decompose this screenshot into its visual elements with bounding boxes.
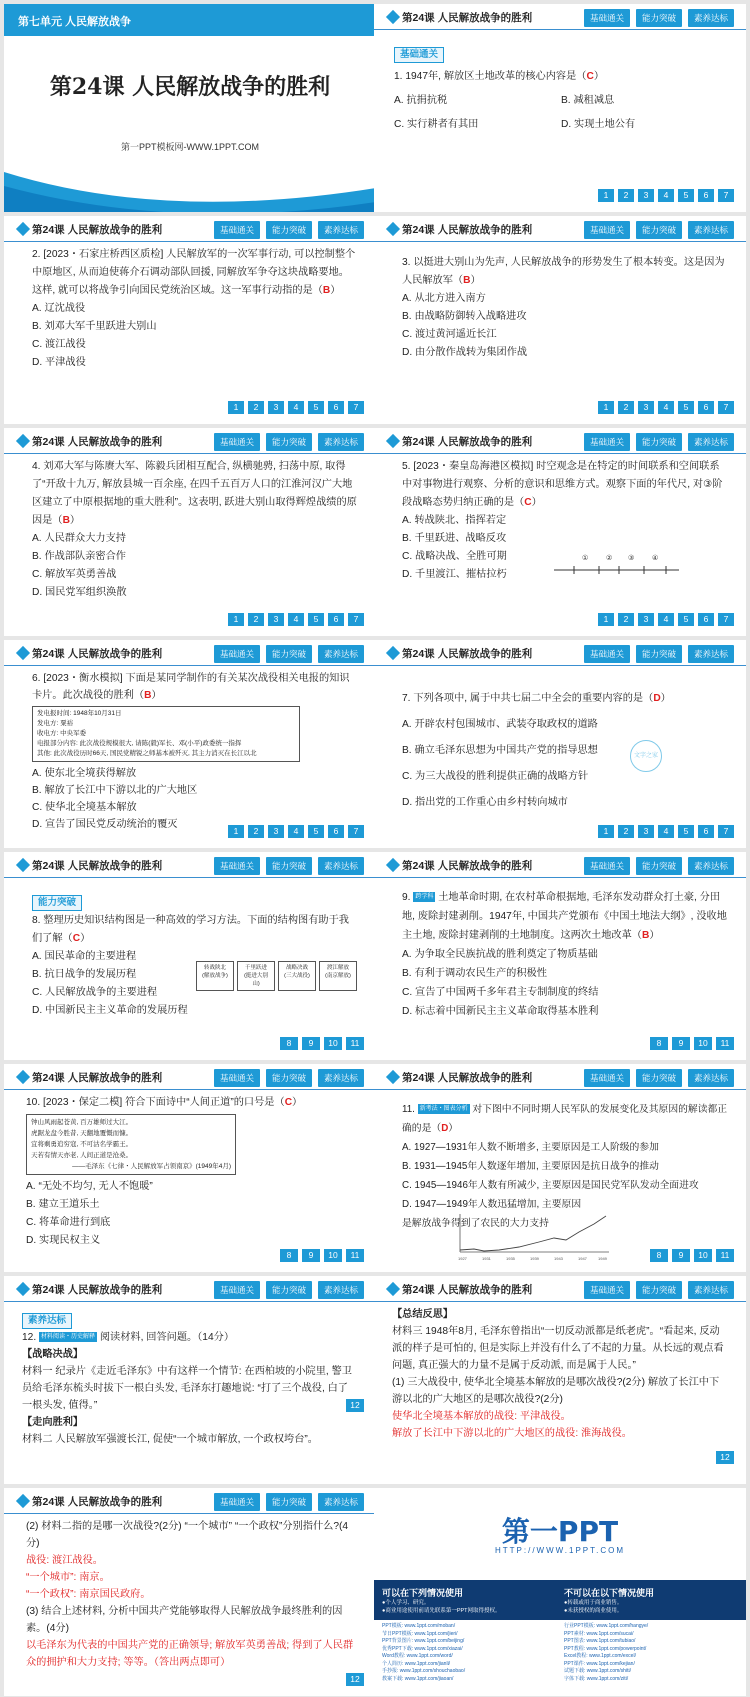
page-nav	[598, 401, 734, 414]
question-text: 阅读材料, 回答问题。（14分）	[99, 1332, 235, 1343]
nav-2[interactable]: 2	[248, 401, 264, 414]
option-a: A. 为争取全民族抗战的胜利奠定了物质基础	[402, 949, 598, 960]
option-c: C. 使华北全境基本解放	[32, 802, 137, 813]
cover-wave	[4, 152, 376, 212]
nav-3[interactable]: 3	[268, 613, 284, 626]
option-a: A. 1927—1931年人数不断增多, 主要原因是工人阶级的参加	[402, 1142, 659, 1153]
material-one: 材料一 纪录片《走近毛泽东》中有这样一个情节: 在西柏坡的小院里, 警卫员给毛泽东梳头时拔下一根白头发, 毛泽东打趣地说: “打了三个战役, 白了一根头发, 值得。”	[22, 1366, 352, 1411]
question-text: 6. [2023・衡水模拟] 下面是某同学制作的有关某次战役相关电报的知识卡片。此次战役的胜利（	[32, 673, 350, 701]
nav-1[interactable]: 1	[598, 613, 614, 626]
option-d: D. 1947—1949年人数迅猛增加, 主要原因是解放战争得到了农民的大力支持	[402, 1199, 582, 1229]
answer: B	[641, 930, 650, 941]
nav-4[interactable]: 4	[288, 401, 304, 414]
answer-text: “一个城市”: 南京。	[26, 1572, 110, 1583]
section-heading: 【总结反思】	[392, 1309, 454, 1320]
slide-title: 第24课 人民解放战争的胜利	[32, 860, 163, 872]
question-text: 10. [2023・保定二模] 符合下面诗中“人间正道”的口号是（	[26, 1097, 285, 1108]
svg-text:1935: 1935	[506, 1256, 515, 1261]
option-c: C. 将革命进行到底	[26, 1217, 111, 1228]
slide-q4: 第24课 人民解放战争的胜利 基础通关 能力突破 素养达标 4. 刘邓大军与陈赓大军、陈毅兵团相互配合, 纵横驰骋, 扫荡中原, 取得了“开敌十九万, 解放县城一百余座, 在四千五百万人口的江淮河汉广大地区建立了中原根据地的重大胜利”。这表明, 跃进大别山取得辉煌战绩的原因是（B） A. 人民群众大力支持 B. 作战部队亲密合作 C. 解放军英勇善战 D. 国民党军组织涣散 1 2 3 4 5 6 7	[4, 428, 376, 636]
option-a: A. 国民革命的主要进程	[32, 951, 137, 962]
tab-ability[interactable]: 能力突破	[266, 1069, 312, 1087]
link-list: PPT模板: www.1ppt.com/moban/ 节日PPT模板: www.1ppt.com/jieri/ PPT背景图片: www.1ppt.com/beijing/ 优秀PPT下载: www.1ppt.com/xiazai/ Word教程: www.1ppt.com/word/ 个人简历: www.1ppt.com/jianli/ 手抄报: www.1ppt.com/shouchaobao/ 教案下载: www.1ppt.com/jiaoan/ 行业PPT模板: www.1ppt.com/hangye/ PPT素材: www.1ppt.com/sucai/ PPT图表: www.1ppt.com/tubiao/ PPT教程: www.1ppt.com/powerpoint/ Excel教程: www.1ppt.com/excel/ PPT课件: www.1ppt.com/kejian/ 试题下载: www.1ppt.com/shiti/ 字体下载: www.1ppt.com/ziti/	[374, 1620, 746, 1696]
slide-title: 第24课 人民解放战争的胜利	[32, 1072, 163, 1084]
nav-7[interactable]: 7	[718, 189, 734, 202]
tab-basic[interactable]: 基础通关	[214, 1281, 260, 1299]
svg-text:1939: 1939	[530, 1256, 539, 1261]
nav-4[interactable]: 4	[658, 825, 674, 838]
tab-basic[interactable]: 基础通关	[214, 221, 260, 239]
nav-8[interactable]: 8	[280, 1249, 298, 1262]
option-d: D. 平津战役	[32, 357, 86, 368]
nav-7[interactable]: 7	[348, 613, 364, 626]
nav-1[interactable]: 1	[598, 189, 614, 202]
option-b: B. 有利于调动农民生产的积极性	[402, 968, 547, 979]
answer: D	[653, 693, 661, 704]
option-a: A. 开辟农村包围城市、武装夺取政权的道路	[402, 719, 598, 730]
page-nav	[346, 1399, 364, 1412]
nav-6[interactable]: 6	[698, 189, 714, 202]
answer-text: 战役: 渡江战役。	[26, 1555, 103, 1566]
nav-7[interactable]: 7	[718, 825, 734, 838]
tab-ability[interactable]: 能力突破	[636, 645, 682, 663]
tab-basic[interactable]: 基础通关	[214, 1493, 260, 1511]
option-c: C. 实行耕者有其田	[394, 119, 479, 130]
answer: B	[322, 285, 331, 296]
svg-text:1927: 1927	[458, 1256, 467, 1261]
slide-title: 第24课 人民解放战争的胜利	[402, 860, 533, 872]
nav-9[interactable]: 9	[302, 1037, 320, 1050]
diamond-icon	[386, 1070, 400, 1084]
slide-q2: 第24课 人民解放战争的胜利 基础通关 能力突破 素养达标 2. [2023・石家庄桥西区质检] 人民解放军的一次军事行动, 可以控制整个中原地区, 从而迫使蒋介石调动部队回援, 同解放军争夺这块战略要地。这样, 就可以将战争引向国民党统治区域。这一军事行动指的是（B） A. 辽沈战役 B. 刘邓大军千里跃进大别山 C. 渡江战役 D. 平津战役 1 2 3 4 5 6 7	[4, 216, 376, 424]
tab-literacy[interactable]: 素养达标	[318, 1281, 364, 1299]
page-nav	[650, 1249, 734, 1262]
nav-10[interactable]: 10	[324, 1037, 342, 1050]
timeline-mark-4: ④	[652, 555, 659, 562]
poem-box: 钟山风雨起苍黄, 百万雄师过大江。 虎踞龙盘今胜昔, 天翻地覆慨而慷。 宜将剩勇追穷寇, 不可沽名学霸王。 天若有情天亦老, 人间正道是沧桑。 ——毛泽东《七律・人民解放军占领南京》(1949年4月)	[26, 1114, 236, 1175]
nav-5[interactable]: 5	[308, 401, 324, 414]
nav-2[interactable]: 2	[618, 189, 634, 202]
nav-4[interactable]: 4	[658, 613, 674, 626]
page-nav	[598, 189, 734, 202]
nav-3[interactable]: 3	[268, 825, 284, 838]
nav-5[interactable]: 5	[308, 613, 324, 626]
option-a: A. 人民群众大力支持	[32, 533, 126, 544]
timeline-figure	[554, 548, 684, 588]
tab-ability[interactable]: 能力突破	[266, 1281, 312, 1299]
question-text: 7. 下列各项中, 属于中共七届二中全会的重要内容的是（	[402, 693, 654, 704]
nav-12[interactable]: 12	[346, 1673, 364, 1686]
diamond-icon	[16, 222, 30, 236]
option-c: C. 渡过黄河遥近长江	[402, 329, 497, 340]
nav-9[interactable]: 9	[672, 1037, 690, 1050]
cover-slide[interactable]	[4, 4, 376, 212]
option-d: D. 实现民权主义	[26, 1235, 101, 1246]
answer: B	[144, 690, 152, 701]
unit-label: 第七单元 人民解放战争	[18, 16, 132, 28]
tab-ability[interactable]: 能力突破	[266, 221, 312, 239]
brand-slide	[374, 1488, 746, 1696]
nav-7[interactable]: 7	[348, 825, 364, 838]
timeline-mark-2: ②	[606, 555, 613, 562]
slide-q9: 第24课 人民解放战争的胜利 基础通关 能力突破 素养达标 9. 跨学科 土地革命时期, 在农村革命根据地, 毛泽东发动群众打土豪, 分田地, 废除封建剥削。1947年, 中国共产党颁布《中国土地法大纲》, 没收地主土地, 废除封建剥削的土地制度。这两次土地改革（B） A. 为争取全民族抗战的胜利奠定了物质基础 B. 有利于调动农民生产的积极性 C. 宣告了中国两千多年君主专制制度的终结 D. 标志着中国新民主主义革命取得基本胜利 8 9 10 11	[374, 852, 746, 1060]
slide-title: 第24课 人民解放战争的胜利	[402, 648, 533, 660]
slide-q12-cont	[374, 1276, 746, 1484]
slide-title: 第24课 人民解放战争的胜利	[402, 1072, 533, 1084]
nav-1[interactable]: 1	[598, 825, 614, 838]
nav-3[interactable]: 3	[638, 401, 654, 414]
tab-literacy[interactable]: 素养达标	[688, 1281, 734, 1299]
tab-basic[interactable]: 基础通关	[584, 645, 630, 663]
nav-11[interactable]: 11	[346, 1037, 364, 1050]
option-b: B. 建立王道乐土	[26, 1199, 100, 1210]
tab-literacy[interactable]: 素养达标	[688, 9, 734, 27]
structure-diagram: 转战陕北 (解放战争) 千里跃进 (挺进大别山) 战略决战 (三大战役) 渡江解放 (南京解放)	[196, 959, 357, 994]
tab-literacy[interactable]: 素养达标	[318, 1493, 364, 1511]
svg-text:1943: 1943	[554, 1256, 563, 1261]
page-nav	[346, 1673, 364, 1686]
answer-text: 解放了长江中下游以北的广大地区的战役: 淮海战役。	[392, 1428, 632, 1439]
option-b: B. 作战部队亲密合作	[32, 551, 126, 562]
page-nav	[228, 401, 364, 414]
svg-text:1947: 1947	[578, 1256, 587, 1261]
answer: C	[586, 71, 594, 82]
nav-5[interactable]: 5	[678, 401, 694, 414]
question-text: 5. [2023・秦皇岛海港区模拟] 时空观念是在特定的时间联系和空间联系中对事物进行观察、分析的意识和思维方式。观察下面的年代尺, 对③阶段战略态势归纳正确的是（	[402, 461, 723, 508]
slide-q6: 第24课 人民解放战争的胜利 基础通关 能力突破 素养达标 6. [2023・衡水模拟] 下面是某同学制作的有关某次战役相关电报的知识卡片。此次战役的胜利（B） 发电报时间: 1948年10月31日 发电方: 粟裕 收电方: 中央军委 电报部分内容: 此次战役规模很大, 请陈(毅)军长、邓(小平)政委统一指挥 其他: 此次战役历时66天, 国民党精锐之师基本被歼灭, 其主力消灭在长江以北 A. 使东北全境获得解放 B. 解放了长江中下游以北的广大地区 C. 使华北全境基本解放 D. 宣告了国民党反动统治的覆灭 1 2 3 4 5 6 7	[4, 640, 376, 848]
telegram-card: 发电报时间: 1948年10月31日 发电方: 粟裕 收电方: 中央军委 电报部分内容: 此次战役规模很大, 请陈(毅)军长、邓(小平)政委统一指挥 其他: 此次战役历时66天, 国民党精锐之师基本被歼灭, 其主力消灭在长江以北	[32, 706, 300, 762]
answer-text: 使华北全境基本解放的战役: 平津战役。	[392, 1411, 571, 1422]
tab-ability[interactable]: 能力突破	[636, 857, 682, 875]
nav-6[interactable]: 6	[328, 401, 344, 414]
answer: C	[72, 933, 81, 944]
slide-q3: 第24课 人民解放战争的胜利 基础通关 能力突破 素养达标 3. 以挺进大别山为先声, 人民解放战争的形势发生了根本转变。这是因为人民解放军（B） A. 从北方进入南方 B. 由战略防御转入战略进攻 C. 渡过黄河遥近长江 D. 由分散作战转为集团作战 1 2 3 4 5 6 7	[374, 216, 746, 424]
tab-basic[interactable]: 基础通关	[584, 1281, 630, 1299]
diamond-icon	[386, 1282, 400, 1296]
material-three: 材料三 1948年8月, 毛泽东曾指出“一切反动派都是纸老虎”。“看起来, 反动派的样子是可怕的, 但是实际上并没有什么了不起的力量。从长远的观点看问题, 真正强大的力量不是属于反动派, 而是属于人民。”	[392, 1326, 724, 1371]
option-a: A. 辽沈战役	[32, 303, 86, 314]
nav-7[interactable]: 7	[718, 613, 734, 626]
option-c: C. 为三大战役的胜利提供正确的战略方针	[402, 771, 589, 782]
page-nav	[228, 825, 364, 838]
tab-basic[interactable]: 基础通关	[214, 645, 260, 663]
option-a: A. 从北方进入南方	[402, 293, 486, 304]
nav-6[interactable]: 6	[698, 613, 714, 626]
slide-title: 第24课 人民解放战争的胜利	[32, 436, 163, 448]
option-b: B. 刘邓大军千里跃进大别山	[32, 321, 157, 332]
sub-question-1: (1) 三大战役中, 使华北全境基本解放的是哪次战役?(2分) 解放了长江中下游以北的广大地区的是哪次战役?(2分)	[392, 1377, 720, 1405]
section-heading: 【战略决战】	[22, 1349, 84, 1360]
nav-12[interactable]: 12	[346, 1399, 364, 1412]
nav-4[interactable]: 4	[288, 825, 304, 838]
option-c: C. 渡江战役	[32, 339, 86, 350]
nav-2[interactable]: 2	[618, 613, 634, 626]
tab-basic[interactable]: 基础通关	[584, 9, 630, 27]
nav-4[interactable]: 4	[288, 613, 304, 626]
slide-title: 第24课 人民解放战争的胜利	[32, 1496, 163, 1508]
answer: B	[463, 275, 471, 286]
nav-11[interactable]: 11	[346, 1249, 364, 1262]
tab-basic[interactable]: 基础通关	[584, 1069, 630, 1087]
nav-5[interactable]: 5	[678, 613, 694, 626]
brand-footer: 可以在下列情况使用 ●个人学习、研究。 ●商业用途使用前请先联系第一PPT网取得授权。 不可以在以下情况使用 ●转载或用于商业销售。 ●未获授权的商业使用。 PPT模板: www.1ppt.com/moban/ 节日PPT模板: www.1ppt.com/jieri/ PPT背景图片: www.1ppt.com/beijing/ 优秀PPT下载: www.1ppt.com/xiazai/ Word教程: www.1ppt.com/word/ 个人简历: www.1ppt.com/jianli/ 手抄报: www.1ppt.com/shouchaobao/ 教案下载: www.1ppt.com/jiaoan/ 行业PPT模板: www.1ppt.com/hangye/ PPT素材: www.1ppt.com/sucai/ PPT图表: www.1ppt.com/tubiao/ PPT教程: www.1ppt.com/powerpoint/ Excel教程: www.1ppt.com/excel/ PPT课件: www.1ppt.com/kejian/ 试题下载: www.1ppt.com/shiti/ 字体下载: www.1ppt.com/ziti/	[374, 1580, 746, 1696]
nav-8[interactable]: 8	[650, 1249, 668, 1262]
page-nav	[598, 613, 734, 626]
tab-literacy[interactable]: 素养达标	[318, 221, 364, 239]
question-text: 4. 刘邓大军与陈赓大军、陈毅兵团相互配合, 纵横驰骋, 扫荡中原, 取得了“开敌十九万, 解放县城一百余座, 在四千五百万人口的江淮河汉广大地区建立了中原根据地的重大胜利”。这表明, 跃进大别山取得辉煌战绩的原因是（	[32, 461, 357, 526]
brand-url[interactable]: HTTP://WWW.1PPT.COM	[495, 1546, 625, 1555]
slide-title: 第24课 人民解放战争的胜利	[402, 1284, 533, 1296]
option-a: A. 抗捐抗税	[394, 95, 448, 106]
option-c: C. 人民解放战争的主要进程	[32, 987, 158, 998]
nav-3[interactable]: 3	[638, 825, 654, 838]
nav-3[interactable]: 3	[638, 189, 654, 202]
option-d: D. 标志着中国新民主主义革命取得基本胜利	[402, 1006, 599, 1017]
slide-title: 第24课 人民解放战争的胜利	[402, 12, 533, 24]
slide-q11: 第24课 人民解放战争的胜利 基础通关 能力突破 素养达标 11. 新考法・图表分析 对下图中不同时期人民军队的发展变化及其原因的解读都正确的是（D） A. 1927—1931年人数不断增多, 主要原因是工人阶级的参加 B. 1931—1945年人数逐年增加, 主要原因是抗日战争的推动 C. 1945—1946年人数有所减少, 主要原因是国民党军队发动全面进攻 D. 1947—1949年人数迅猛增加, 主要原因是解放战争得到了农民的大力支持 1927 1931 1935 1939 1943 1947 1949 8 9 10 11	[374, 1064, 746, 1272]
tab-literacy[interactable]: 素养达标	[318, 433, 364, 451]
slide-title: 第24课 人民解放战争的胜利	[32, 648, 163, 660]
option-c: C. 解放军英勇善战	[32, 569, 117, 580]
nav-6[interactable]: 6	[698, 401, 714, 414]
svg-text:1949: 1949	[598, 1256, 607, 1261]
slide-title: 第24课 人民解放战争的胜利	[32, 224, 163, 236]
nav-11[interactable]: 11	[716, 1037, 734, 1050]
tab-ability[interactable]: 能力突破	[266, 433, 312, 451]
page-nav	[280, 1249, 364, 1262]
diamond-icon	[386, 646, 400, 660]
slide-title: 第24课 人民解放战争的胜利	[32, 1284, 163, 1296]
section-heading: 【走向胜利】	[22, 1417, 84, 1428]
nav-1[interactable]: 1	[228, 825, 244, 838]
sub-question-2: (2) 材料二指的是哪一次战役?(2分) “一个城市” “一个政权”分别指什么?(4分)	[26, 1521, 349, 1549]
tab-basic[interactable]: 基础通关	[584, 857, 630, 875]
option-b: B. 减租减息	[561, 95, 615, 106]
tab-basic[interactable]: 基础通关	[584, 433, 630, 451]
question-tag: 新考法・图表分析	[419, 1106, 468, 1113]
slide-q7: 第24课 人民解放战争的胜利 基础通关 能力突破 素养达标 7. 下列各项中, 属于中共七届二中全会的重要内容的是（D） A. 开辟农村包围城市、武装夺取政权的道路 B. 确立毛泽东思想为中国共产党的指导思想 C. 为三大战役的胜利提供正确的战略方针 D. 指出党的工作重心由乡村转向城市 文字之家 1 2 3 4 5 6 7	[374, 640, 746, 848]
nav-6[interactable]: 6	[698, 825, 714, 838]
tab-ability[interactable]: 能力突破	[266, 857, 312, 875]
section-badge: 能力突破	[32, 895, 82, 911]
option-a: A. “无处不均匀, 无人不饱暖”	[26, 1181, 153, 1192]
cover-site: 第一PPT模板网-WWW.1PPT.COM	[121, 142, 259, 152]
slide-q12: 第24课 人民解放战争的胜利 基础通关 能力突破 素养达标 素养达标 12. 材料阅读・历史解释 阅读材料, 回答问题。（14分） 【战略决战】 材料一 纪录片《走近毛泽东》中有这样一个情节: 在西柏坡的小院里, 警卫员给毛泽东梳头时拔下一根白头发, 毛泽东打趣地说: “打了三个战役, 白了一根头发, 值得。” 【走向胜利】 材料二 人民解放军强渡长江, 促使“一个城市解放, 一个政权垮台”。 12	[4, 1276, 376, 1484]
nav-2[interactable]: 2	[618, 825, 634, 838]
question-tag: 跨学科	[415, 894, 434, 901]
question-text: 对下图中不同时期人民军队的发展变化及其原因的解读都正确的是（	[402, 1104, 728, 1134]
tab-ability[interactable]: 能力突破	[636, 221, 682, 239]
tab-literacy[interactable]: 素养达标	[318, 857, 364, 875]
nav-4[interactable]: 4	[658, 189, 674, 202]
nav-7[interactable]: 7	[348, 401, 364, 414]
nav-1[interactable]: 1	[598, 401, 614, 414]
tab-basic[interactable]: 基础通关	[214, 857, 260, 875]
nav-4[interactable]: 4	[658, 401, 674, 414]
nav-8[interactable]: 8	[650, 1037, 668, 1050]
nav-9[interactable]: 9	[302, 1249, 320, 1262]
diamond-icon	[386, 10, 400, 24]
slide-q1: 第24课 人民解放战争的胜利 基础通关 能力突破 素养达标 基础通关 1. 1947年, 解放区土地改革的核心内容是（C） A. 抗捐抗税 B. 减租减息 C. 实行耕者有其田 D. 实现土地公有 1 2 3 4 5 6 7	[374, 4, 746, 212]
nav-9[interactable]: 9	[672, 1249, 690, 1262]
tab-ability[interactable]: 能力突破	[266, 1493, 312, 1511]
timeline-mark-3: ③	[628, 555, 635, 562]
stamp-watermark: 文字之家	[630, 740, 662, 772]
nav-6[interactable]: 6	[328, 613, 344, 626]
diamond-icon	[16, 858, 30, 872]
nav-7[interactable]: 7	[718, 401, 734, 414]
option-c: C. 1945—1946年人数有所减少, 主要原因是国民党军队发动全面进攻	[402, 1180, 699, 1191]
option-a: A. 转战陕北、指挥若定	[402, 515, 507, 526]
sub-question-3: (3) 结合上述材料, 分析中国共产党能够取得人民解放战争最终胜利的因素。(4分)	[26, 1606, 343, 1634]
diamond-icon	[16, 646, 30, 660]
tab-literacy[interactable]: 素养达标	[688, 1069, 734, 1087]
nav-2[interactable]: 2	[248, 825, 264, 838]
nav-3[interactable]: 3	[638, 613, 654, 626]
slide-q12-answers	[4, 1488, 376, 1696]
question-text: 8. 整理历史知识结构图是一种高效的学习方法。下面的结构图有助于我们了解（	[32, 915, 349, 944]
page-nav	[650, 1037, 734, 1050]
nav-1[interactable]: 1	[228, 613, 244, 626]
nav-2[interactable]: 2	[248, 613, 264, 626]
diamond-icon	[386, 858, 400, 872]
option-c: C. 战略决战、全胜可期	[402, 551, 507, 562]
diamond-icon	[16, 1070, 30, 1084]
diamond-icon	[16, 434, 30, 448]
option-c: C. 宣告了中国两千多年君主专制制度的终结	[402, 987, 599, 998]
nav-1[interactable]: 1	[228, 401, 244, 414]
option-d: D. 国民党军组织涣散	[32, 587, 127, 598]
timeline-mark-1: ①	[582, 555, 589, 562]
question-text: 3. 以挺进大别山为先声, 人民解放战争的形势发生了根本转变。这是因为人民解放军（	[402, 257, 725, 286]
answer-text: “一个政权”: 南京国民政府。	[26, 1589, 151, 1600]
page-nav	[716, 1451, 734, 1464]
option-b: B. 确立毛泽东思想为中国共产党的指导思想	[402, 745, 598, 756]
answer: C	[284, 1097, 293, 1108]
nav-10[interactable]: 10	[324, 1249, 342, 1262]
tab-basic[interactable]: 基础通关	[584, 221, 630, 239]
slide-q5: 第24课 人民解放战争的胜利 基础通关 能力突破 素养达标 5. [2023・秦皇岛海港区模拟] 时空观念是在特定的时间联系和空间联系中对事物进行观察、分析的意识和思维方式。观察下面的年代尺, 对③阶段战略态势归纳正确的是（C） A. 转战陕北、指挥若定 B. 千里跃进、战略反攻 C. 战略决战、全胜可期 D. 千里渡江、摧枯拉朽 ① ② ③ ④ 1 2 3 4 5 6 7	[374, 428, 746, 636]
diamond-icon	[16, 1494, 30, 1508]
tab-literacy[interactable]: 素养达标	[318, 645, 364, 663]
tab-literacy[interactable]: 素养达标	[688, 857, 734, 875]
allowed-heading: 可以在下列情况使用	[382, 1588, 464, 1598]
diamond-icon	[386, 434, 400, 448]
nav-5[interactable]: 5	[308, 825, 324, 838]
nav-2[interactable]: 2	[618, 401, 634, 414]
option-b: B. 抗日战争的发展历程	[32, 969, 137, 980]
slide-title: 第24课 人民解放战争的胜利	[402, 436, 533, 448]
page-nav	[280, 1037, 364, 1050]
brand-logo: 第一PPT	[501, 1515, 619, 1548]
option-b: B. 由战略防御转入战略进攻	[402, 311, 527, 322]
nav-5[interactable]: 5	[678, 189, 694, 202]
option-d: D. 实现土地公有	[561, 119, 636, 130]
tab-ability[interactable]: 能力突破	[636, 9, 682, 27]
tab-literacy[interactable]: 素养达标	[688, 645, 734, 663]
question-text: 1. 1947年, 解放区土地改革的核心内容是（	[394, 71, 587, 82]
nav-11[interactable]: 11	[716, 1249, 734, 1262]
nav-10[interactable]: 10	[694, 1249, 712, 1262]
nav-12[interactable]: 12	[716, 1451, 734, 1464]
section-badge: 素养达标	[22, 1313, 72, 1329]
option-b: B. 千里跃进、战略反攻	[402, 533, 507, 544]
svg-text:1931: 1931	[482, 1256, 491, 1261]
question-tag: 材料阅读・历史解释	[41, 1334, 96, 1341]
option-d: D. 由分散作战转为集团作战	[402, 347, 528, 358]
option-a: A. 使东北全境获得解放	[32, 768, 137, 779]
section-badge: 基础通关	[394, 47, 444, 63]
tab-basic[interactable]: 基础通关	[214, 1069, 260, 1087]
nav-6[interactable]: 6	[328, 825, 344, 838]
nav-3[interactable]: 3	[268, 401, 284, 414]
page-nav	[228, 613, 364, 626]
answer: C	[524, 497, 532, 508]
tab-literacy[interactable]: 素养达标	[318, 1069, 364, 1087]
material-two: 材料二 人民解放军强渡长江, 促使“一个城市解放, 一个政权垮台”。	[22, 1434, 318, 1445]
option-b: B. 解放了长江中下游以北的广大地区	[32, 785, 198, 796]
answer: D	[441, 1123, 449, 1134]
slide-title: 第24课 人民解放战争的胜利	[402, 224, 533, 236]
diamond-icon	[16, 1282, 30, 1296]
nav-10[interactable]: 10	[694, 1037, 712, 1050]
tab-basic[interactable]: 基础通关	[214, 433, 260, 451]
question-text: 2. [2023・石家庄桥西区质检] 人民解放军的一次军事行动, 可以控制整个中原地区, 从而迫使蒋介石调动部队回援, 同解放军争夺这块战略要地。这样, 就可以将战争引向国民党统治区域。这一军事行动指的是（	[32, 249, 356, 296]
answer-text: 以毛泽东为代表的中国共产党的正确领导; 解放军英勇善战; 得到了人民群众的拥护和大力支持; 等等。（答出两点即可）	[26, 1640, 354, 1668]
tab-ability[interactable]: 能力突破	[636, 1281, 682, 1299]
question-text: 土地革命时期, 在农村革命根据地, 毛泽东发动群众打土豪, 分田地, 废除封建剥削。1947年, 中国共产党颁布《中国土地法大纲》, 没收地主土地, 废除封建剥削的土地制度。这两次土地改革（	[402, 892, 727, 941]
option-b: B. 1931—1945年人数逐年增加, 主要原因是抗日战争的推动	[402, 1161, 659, 1172]
diamond-icon	[386, 222, 400, 236]
nav-5[interactable]: 5	[678, 825, 694, 838]
tab-literacy[interactable]: 素养达标	[688, 221, 734, 239]
tab-ability[interactable]: 能力突破	[636, 433, 682, 451]
tab-ability[interactable]: 能力突破	[636, 1069, 682, 1087]
option-d: D. 中国新民主主义革命的发展历程	[32, 1005, 188, 1016]
slide-q10: 第24课 人民解放战争的胜利 基础通关 能力突破 素养达标 10. [2023・保定二模] 符合下面诗中“人间正道”的口号是（C） 钟山风雨起苍黄, 百万雄师过大江。 虎踞龙盘今胜昔, 天翻地覆慨而慷。 宜将剩勇追穷寇, 不可沽名学霸王。 天若有情天亦老, 人间正道是沧桑。 ——毛泽东《七律・人民解放军占领南京》(1949年4月) A. “无处不均匀, 无人不饱暖” B. 建立王道乐土 C. 将革命进行到底 D. 实现民权主义 8 9 10 11	[4, 1064, 376, 1272]
nav-8[interactable]: 8	[280, 1037, 298, 1050]
tab-ability[interactable]: 能力突破	[266, 645, 312, 663]
forbidden-heading: 不可以在以下情况使用	[564, 1588, 655, 1598]
tab-literacy[interactable]: 素养达标	[688, 433, 734, 451]
cover-title: 第24课 人民解放战争的胜利	[49, 74, 331, 100]
option-d: D. 千里渡江、摧枯拉朽	[402, 569, 507, 580]
slide-q8: 第24课 人民解放战争的胜利 基础通关 能力突破 素养达标 能力突破 8. 整理历史知识结构图是一种高效的学习方法。下面的结构图有助于我们了解（C） A. 国民革命的主要进程 B. 抗日战争的发展历程 C. 人民解放战争的主要进程 D. 中国新民主主义革命的发展历程 转战陕北 (解放战争) 千里跃进 (挺进大别山) 战略决战 (三大战役) 渡江解放 (南京解放) 8 9 10 11	[4, 852, 376, 1060]
answer: B	[62, 515, 70, 526]
page-nav	[598, 825, 734, 838]
option-d: D. 宣告了国民党反动统治的覆灭	[32, 819, 178, 830]
option-d: D. 指出党的工作重心由乡村转向城市	[402, 797, 568, 808]
army-size-chart	[454, 1212, 614, 1262]
